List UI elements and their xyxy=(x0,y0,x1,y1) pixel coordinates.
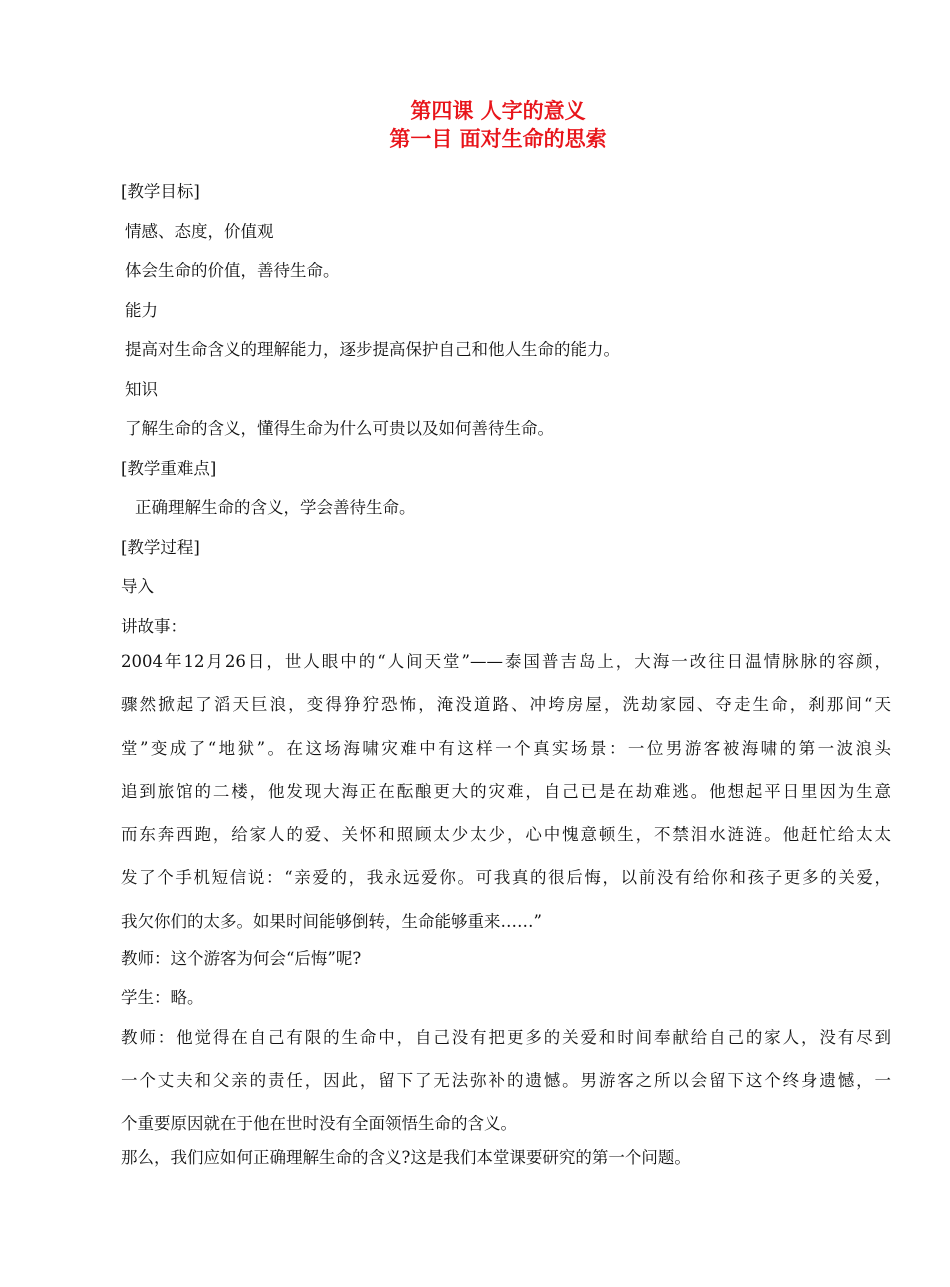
title-line-1: 第四课 人字的意义 xyxy=(410,98,586,123)
story-line: 堂”变成了“地狱”。在这场海啸灾难中有这样一个真实场景：一位男游客被海啸的第一波浪头 xyxy=(121,738,891,758)
story-line: 2004年12月26日，世人眼中的“人间天堂”——泰国普吉岛上，大海一改往日温情脉脉的容颜， xyxy=(121,652,891,671)
story-label: 讲故事： xyxy=(121,616,187,636)
objective-label-ability: 能力 xyxy=(125,300,158,320)
objective-text-emotion: 体会生命的价值，善待生命。 xyxy=(125,261,340,280)
objective-label-emotion: 情感、态度，价值观 xyxy=(125,221,274,241)
teacher-answer-paragraph xyxy=(121,1024,891,1145)
process-intro-label: 导入 xyxy=(121,577,154,596)
story-line: 而东奔西跑，给家人的爱、关怀和照顾太少太少，心中愧意顿生，不禁泪水涟涟。他赶忙给太太 xyxy=(121,825,891,845)
document-title xyxy=(0,97,950,153)
story-line: 发了个手机短信说：“亲爱的，我永远爱你。可我真的很后悔，以前没有给你和孩子更多的关爱， xyxy=(121,868,891,888)
teacher-answer-line: 个重要原因就在于他在世时没有全面领悟生命的含义。 xyxy=(121,1114,517,1134)
teacher-answer-line: 一个丈夫和父亲的责任，因此，留下了无法弥补的遗憾。男游客之所以会留下这个终身遗憾，一 xyxy=(121,1071,891,1091)
objective-text-ability: 提高对生命含义的理解能力，逐步提高保护自己和他人生命的能力。 xyxy=(125,340,620,359)
document-body xyxy=(121,178,891,1184)
story-line: 我欠你们的太多。如果时间能够倒转，生命能够重来……” xyxy=(121,911,542,931)
section-heading-process: [教学过程] xyxy=(121,537,200,557)
closing-question: 那么，我们应如何正确理解生命的含义?这是我们本堂课要研究的第一个问题。 xyxy=(121,1148,691,1168)
teacher-answer-line: 教师：他觉得在自己有限的生命中，自己没有把更多的关爱和时间奉献给自己的家人，没有尽到 xyxy=(121,1027,891,1047)
objective-text-knowledge: 了解生命的含义，懂得生命为什么可贵以及如何善待生命。 xyxy=(125,419,554,438)
story-paragraph xyxy=(121,648,891,945)
student-answer: 学生：略。 xyxy=(121,988,204,1008)
section-heading-keypoints: [教学重难点] xyxy=(121,458,217,478)
story-line: 骤然掀起了滔天巨浪，变得狰狞恐怖，淹没道路、冲垮房屋，洗劫家园、夺走生命，刹那间“天 xyxy=(121,695,891,715)
keypoints-text: 正确理解生命的含义，学会善待生命。 xyxy=(135,498,416,517)
section-heading-objectives: [教学目标] xyxy=(121,182,200,201)
story-line: 追到旅馆的二楼，他发现大海正在酝酿更大的灾难，自己已是在劫难逃。他想起平日里因为生意 xyxy=(121,781,891,801)
title-line-2: 第一目 面对生命的思索 xyxy=(389,126,607,151)
teacher-question: 教师：这个游客为何会“后悔”呢? xyxy=(121,948,362,968)
objective-label-knowledge: 知识 xyxy=(125,379,158,399)
